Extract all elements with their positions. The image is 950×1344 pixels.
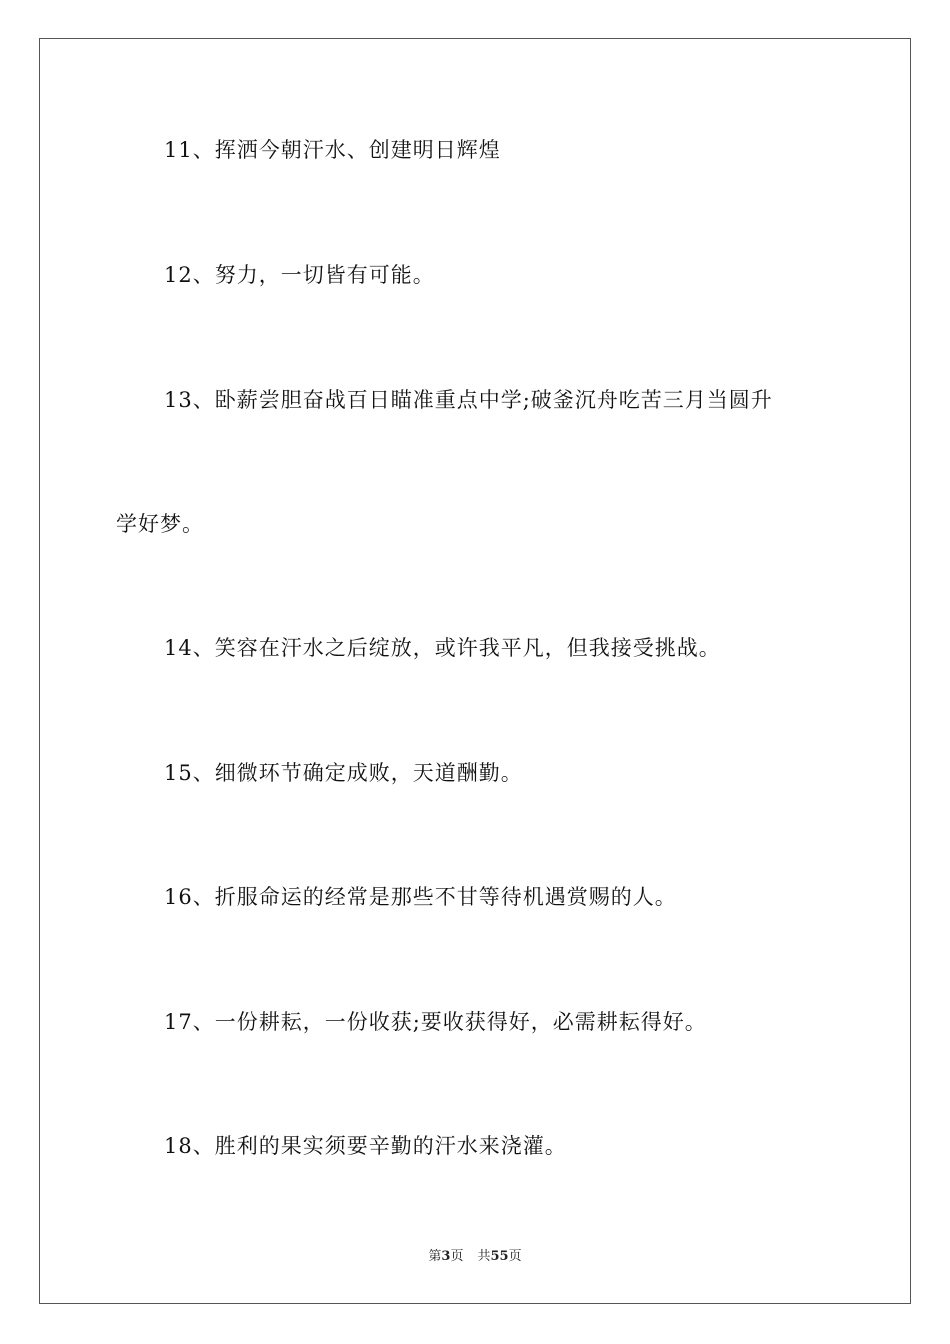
paragraph-line: 17、一份耕耘，一份收获;要收获得好，必需耕耘得好。 [164,1010,707,1034]
page-suffix: 页 [450,1249,464,1264]
page-prefix: 第 [428,1249,442,1264]
total-prefix: 共 [477,1249,491,1264]
paragraph-line: 18、胜利的果实须要辛勤的汗水来浇灌。 [164,1134,567,1158]
paragraph-line: 14、笑容在汗水之后绽放，或许我平凡，但我接受挑战。 [164,636,721,660]
total-suffix: 页 [508,1249,522,1264]
paragraph-line: 13、卧薪尝胆奋战百日瞄准重点中学;破釜沉舟吃苦三月当圆升 [164,388,773,412]
total-pages: 55 [490,1249,509,1264]
page-footer [0,1249,950,1265]
paragraph-line: 11、挥洒今朝汗水、创建明日辉煌 [164,138,501,162]
paragraph-line: 15、细微环节确定成败，天道酬勤。 [164,761,523,785]
page-border [39,38,911,1304]
paragraph-line: 12、努力，一切皆有可能。 [164,263,435,287]
paragraph-line: 16、折服命运的经常是那些不甘等待机遇赏赐的人。 [164,885,677,909]
page-number: 3 [441,1249,451,1264]
paragraph-line: 学好梦。 [116,512,204,536]
